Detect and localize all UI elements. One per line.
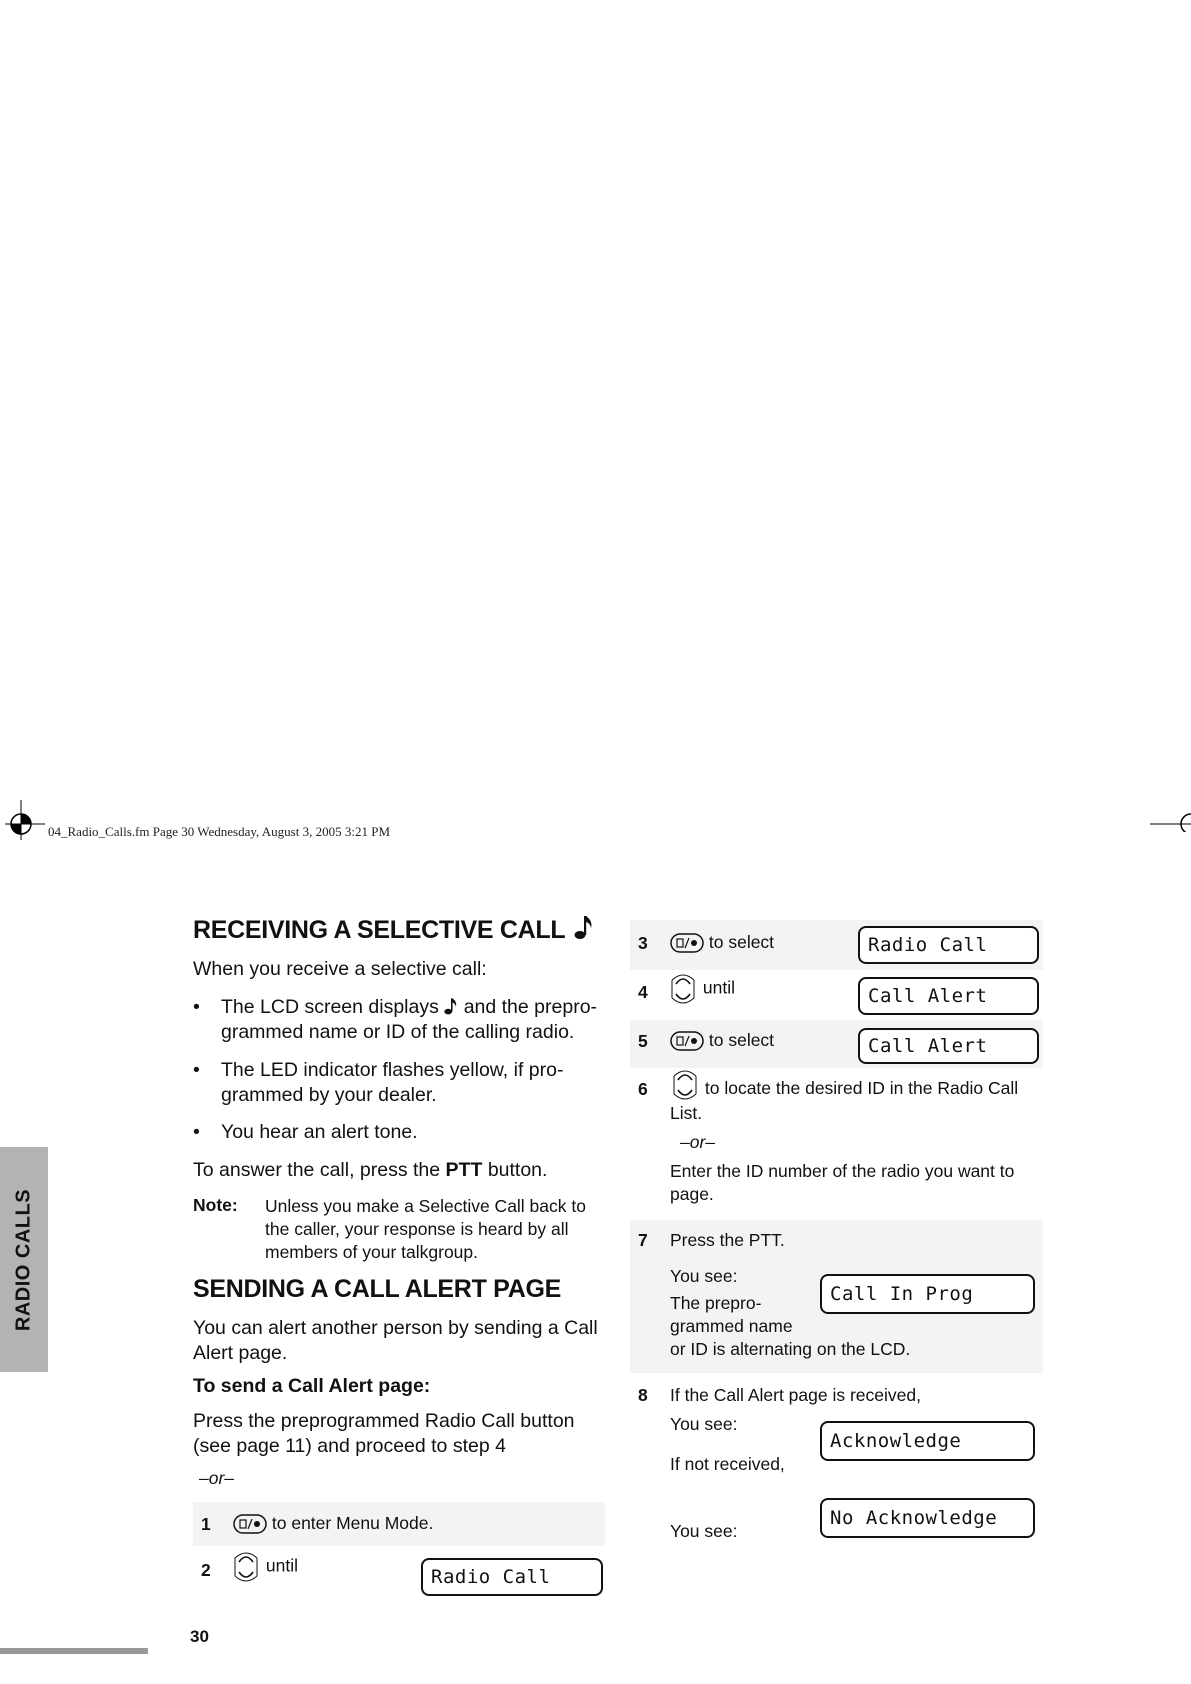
page-footer-bar	[0, 1648, 148, 1654]
step-7-alt-line-1: The prepro-	[670, 1293, 762, 1313]
answer-instruction	[193, 1158, 547, 1183]
step-1-number: 1	[201, 1514, 211, 1534]
menu-select-icon	[670, 933, 704, 953]
step-2-lcd-display: Radio Call	[421, 1558, 603, 1596]
sending-instruction: Press the preprogrammed Radio Call button (see page 11) and proceed to step 4	[193, 1410, 575, 1457]
rocker-icon	[231, 1550, 261, 1584]
bullet-2-text-b: grammed by your dealer.	[221, 1084, 437, 1106]
step-4-content	[668, 972, 735, 1006]
receiving-bullet-3: • You hear an alert tone.	[193, 1121, 418, 1143]
bullet-1-text-c: grammed name or ID of the calling radio.	[221, 1021, 575, 1043]
step-7-text: Press the PTT.	[670, 1230, 785, 1250]
step-5-lcd-display: Call Alert	[858, 1028, 1039, 1064]
section-side-tab	[0, 1147, 48, 1372]
file-header-line: 04_Radio_Calls.fm Page 30 Wednesday, August 3, 2005 3:21 PM	[48, 824, 390, 839]
step-6-alt-text: Enter the ID number of the radio you want to page.	[670, 1161, 1015, 1204]
step-2-content	[231, 1550, 298, 1584]
step-4-text: until	[702, 977, 735, 998]
step-5-number: 5	[638, 1031, 648, 1051]
step-4-lcd-display: Call Alert	[858, 977, 1039, 1015]
step-1-text: to enter Menu Mode.	[271, 1513, 434, 1533]
bullet-2-text-a: The LED indicator flashes yellow, if pro-	[221, 1059, 564, 1081]
step-1-row	[193, 1502, 605, 1546]
receiving-bullet-1: • The LCD screen displays and the prepro- grammed name or ID of the calling radio.	[193, 996, 598, 1043]
step-8-you-see: You see:	[670, 1414, 738, 1434]
sending-or: –or–	[199, 1468, 235, 1488]
step-6-text: to locate the desired ID in the Radio Call List.	[670, 1078, 1019, 1123]
rocker-icon	[668, 972, 698, 1006]
step-5-text: to select	[708, 1030, 775, 1050]
sending-subhead: To send a Call Alert page:	[193, 1375, 431, 1397]
step-8-number: 8	[638, 1385, 648, 1405]
step-5-content	[670, 1029, 774, 1052]
side-tab-label: RADIO CALLS	[12, 1188, 35, 1331]
music-note-icon	[574, 913, 594, 941]
receiving-title: RECEIVING A SELECTIVE CALL	[193, 916, 566, 944]
receiving-intro: When you receive a selective call:	[193, 958, 487, 980]
receiving-heading	[193, 913, 594, 945]
step-1-content	[233, 1512, 433, 1535]
step-6-content	[670, 1068, 1040, 1125]
step-6-number: 6	[638, 1079, 648, 1099]
music-note-icon	[444, 996, 458, 1016]
step-4-row	[630, 970, 1043, 1020]
step-7-you-see: You see:	[670, 1266, 738, 1286]
step-3-text: to select	[708, 932, 775, 952]
step-2-number: 2	[201, 1560, 211, 1580]
step-6-row	[630, 1068, 1043, 1218]
step-7-lcd-display: Call In Prog	[820, 1274, 1035, 1314]
registration-mark-right-icon	[1150, 808, 1191, 832]
step-4-number: 4	[638, 982, 648, 1002]
ptt-label: PTT	[445, 1159, 483, 1181]
sending-title: SENDING A CALL ALERT PAGE	[193, 1275, 561, 1303]
step-7-alt-line-2: grammed name	[670, 1316, 793, 1336]
step-8-text: If the Call Alert page is received,	[670, 1385, 921, 1405]
step-6-or: –or–	[680, 1132, 716, 1152]
receiving-bullet-2: • The LED indicator flashes yellow, if pro- grammed by your dealer.	[193, 1059, 564, 1106]
step-7-alt-line-3: or ID is alternating on the LCD.	[670, 1339, 911, 1359]
step-5-row	[630, 1020, 1043, 1068]
step-2-row	[193, 1546, 605, 1598]
page-number: 30	[190, 1627, 209, 1646]
step-8-lcd-display: Acknowledge	[820, 1421, 1035, 1461]
step-3-lcd-display: Radio Call	[858, 926, 1039, 964]
note-text: Unless you make a Selective Call back to the caller, your response is heard by all members of your talkgroup.	[265, 1196, 586, 1262]
step-8-lcd-display-2: No Acknowledge	[820, 1498, 1035, 1538]
bullet-1-text-a: The LCD screen displays	[221, 996, 439, 1018]
step-7-number: 7	[638, 1230, 648, 1250]
menu-select-icon	[670, 1031, 704, 1051]
step-3-content	[670, 931, 774, 954]
step-2-text: until	[265, 1555, 298, 1576]
bullet-1-text-b: and the prepro-	[463, 996, 598, 1018]
answer-pre: To answer the call, press the	[193, 1159, 441, 1181]
sending-intro: You can alert another person by sending a Call Alert page.	[193, 1317, 598, 1364]
step-7-row	[630, 1220, 1043, 1373]
registration-mark-icon	[5, 800, 45, 840]
step-8-row	[630, 1375, 1043, 1545]
step-8-you-see-2: You see:	[670, 1521, 738, 1541]
note-label: Note:	[193, 1195, 238, 1215]
step-3-number: 3	[638, 933, 648, 953]
menu-select-icon	[233, 1514, 267, 1534]
step-3-row	[630, 920, 1043, 970]
answer-post: button.	[487, 1159, 548, 1181]
rocker-icon	[670, 1068, 700, 1102]
step-8-not-received: If not received,	[670, 1454, 785, 1474]
bullet-3-text: You hear an alert tone.	[221, 1121, 418, 1143]
